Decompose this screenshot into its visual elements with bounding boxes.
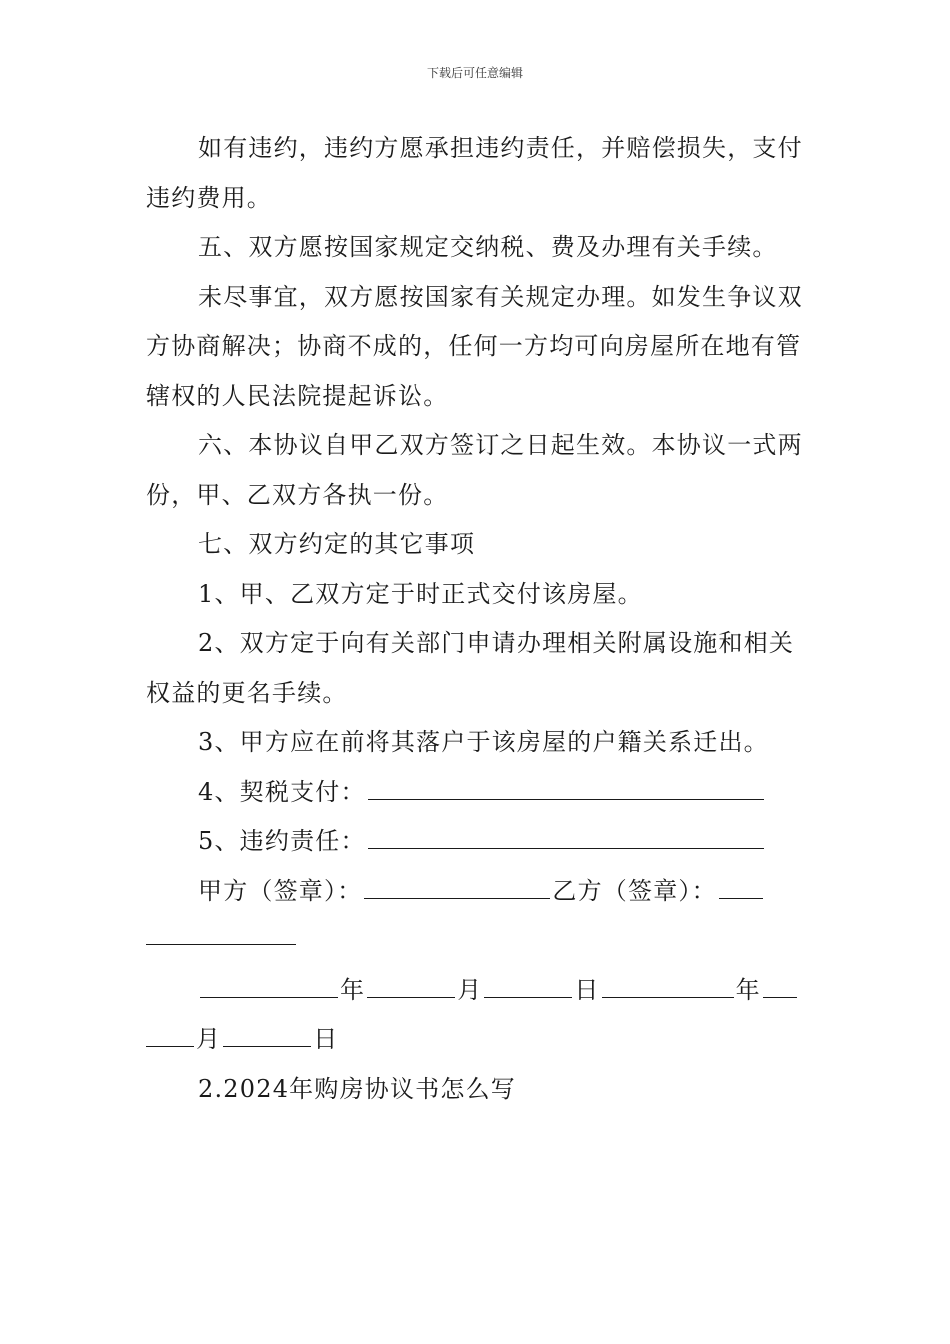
- paragraph-item-4: [146, 768, 806, 818]
- page-header: 下载后可任意编辑: [426, 66, 523, 80]
- paragraph-item-5: [146, 817, 806, 867]
- paragraph-item-2: 2、双方定于向有关部门申请办理相关附属设施和相关权益的更名手续。: [146, 629, 795, 707]
- paragraph-clause-7: 七、双方约定的其它事项: [198, 530, 476, 558]
- paragraph-clause-5: 五、双方愿按国家规定交纳税、费及办理有关手续。: [198, 233, 778, 261]
- paragraph-item-1: 1、甲、乙双方定于时正式交付该房屋。: [198, 579, 643, 608]
- date-month-label-a: 月: [457, 975, 483, 1004]
- date-year-label-a: 年: [340, 975, 366, 1004]
- date-month-label-b: 月: [196, 1025, 222, 1053]
- date-month-blank-b-continued: [146, 1026, 194, 1047]
- tax-payment-blank: [368, 779, 764, 800]
- paragraph-item-3: 3、甲方应在前将其落户于该房屋的户籍关系迁出。: [198, 728, 769, 756]
- document-body: [146, 124, 806, 1114]
- date-month-blank-b: [763, 977, 797, 998]
- party-b-sign-blank: [719, 878, 763, 899]
- date-line: [146, 966, 806, 1016]
- date-day-label-b: 日: [313, 1025, 339, 1053]
- section-title: 2.2024年购房协议书怎么写: [198, 1074, 516, 1103]
- party-a-sign-label: 甲方（签章）：: [198, 876, 363, 905]
- party-b-sign-label: 乙方（签章）：: [552, 876, 717, 905]
- signature-line-continued: [146, 916, 806, 966]
- paragraph-clause-6: 六、本协议自甲乙双方签订之日起生效。本协议一式两份，甲、乙双方各执一份。: [146, 431, 803, 509]
- party-a-sign-blank: [364, 878, 550, 899]
- tax-payment-label: 4、契税支付：: [198, 777, 366, 806]
- breach-liability-blank: [368, 828, 764, 849]
- paragraph-disputes: 未尽事宜，双方愿按国家有关规定办理。如发生争议双方协商解决；协商不成的，任何一方均可向房屋所在地有管辖权的人民法院提起诉讼。: [146, 282, 803, 410]
- party-b-sign-blank-continued: [146, 944, 296, 945]
- breach-liability-label: 5、违约责任：: [198, 827, 366, 855]
- date-line-continued: [146, 1015, 806, 1065]
- signature-line: [146, 867, 806, 917]
- paragraph-breach: 如有违约，违约方愿承担违约责任，并赔偿损失，支付违约费用。: [146, 134, 803, 212]
- date-year-blank-b: [602, 977, 734, 998]
- date-year-blank-a: [200, 977, 338, 998]
- date-day-label-a: 日: [574, 975, 600, 1004]
- date-day-blank-b: [223, 1026, 311, 1047]
- date-month-blank-a: [367, 977, 455, 998]
- date-day-blank-a: [484, 977, 572, 998]
- date-year-label-b: 年: [735, 975, 761, 1004]
